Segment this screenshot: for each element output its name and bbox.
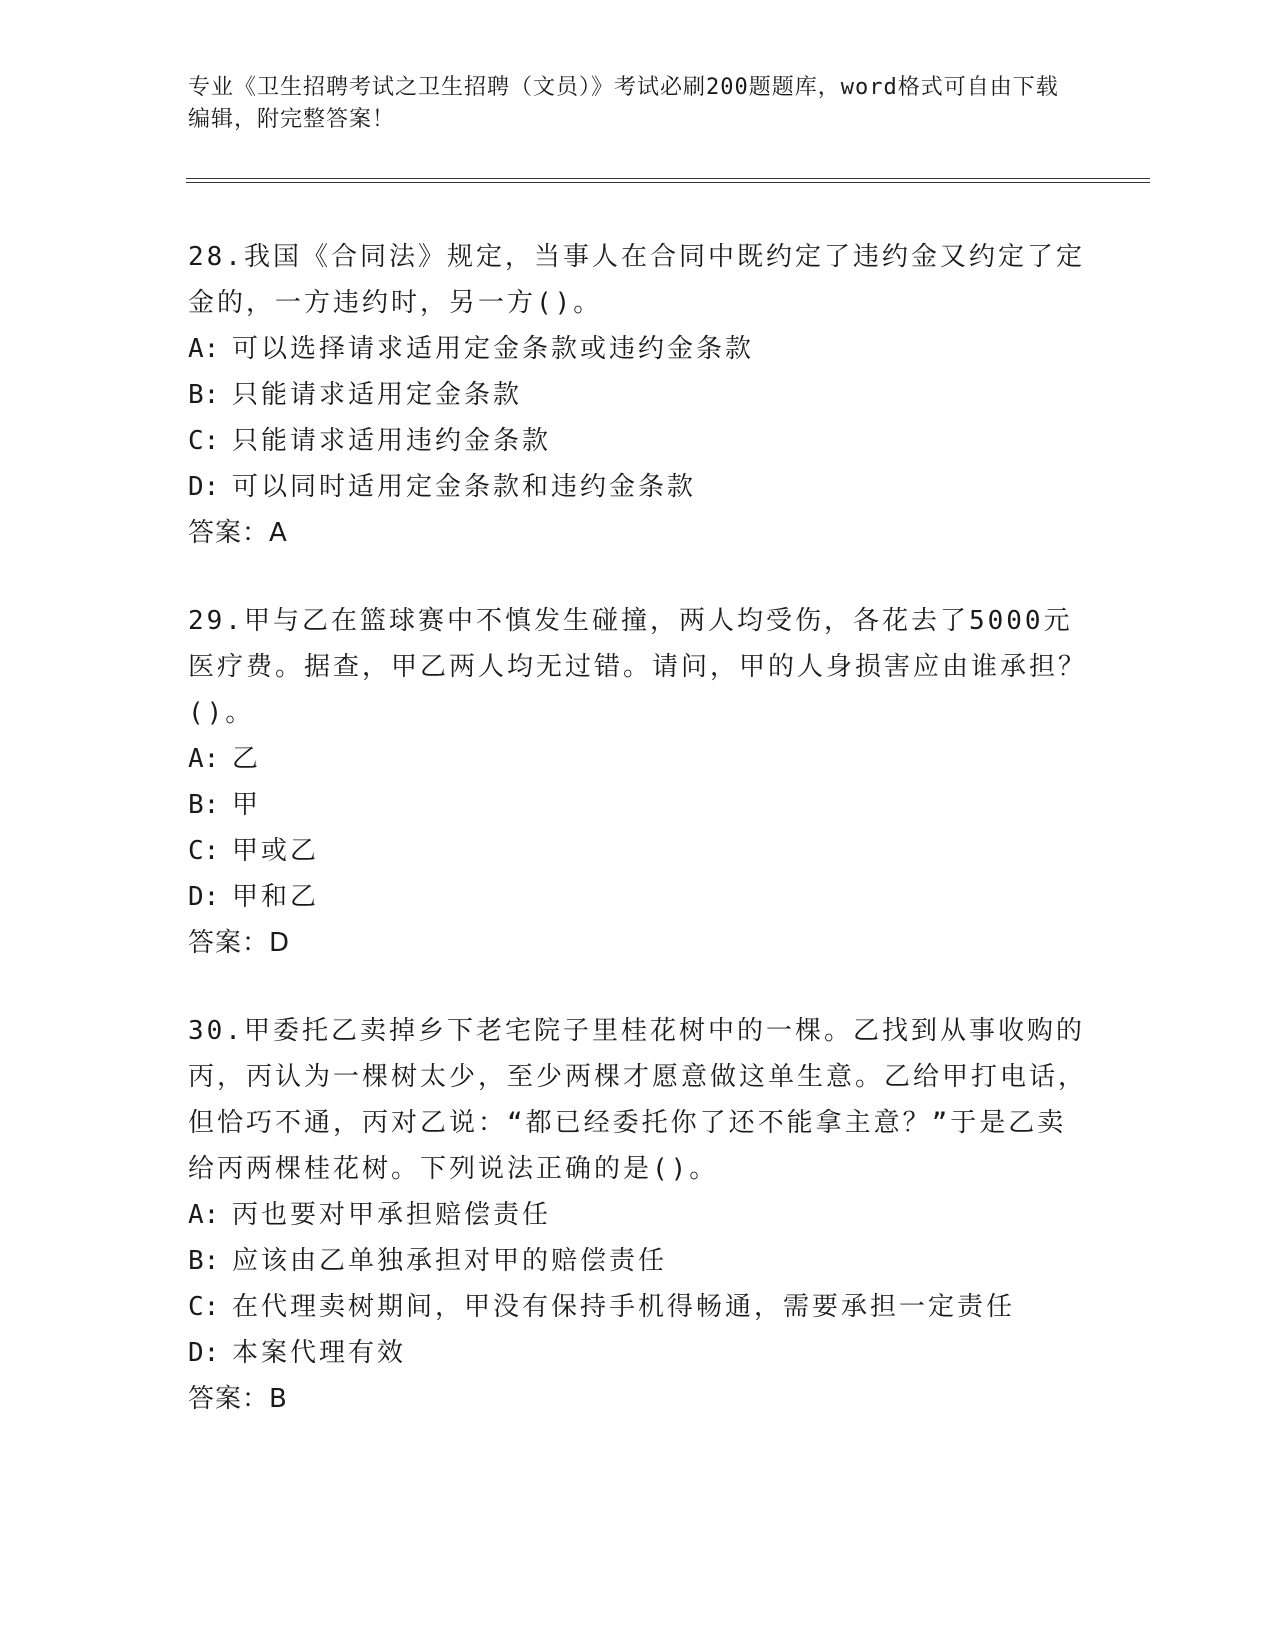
header-divider-top <box>186 178 1150 179</box>
option-key: D: <box>188 882 220 912</box>
option-key: D: <box>188 472 220 502</box>
answer-line: 答案：D <box>188 928 291 958</box>
option-text: 应该由乙单独承担对甲的赔偿责任 <box>232 1246 668 1276</box>
option-key: A: <box>188 744 220 774</box>
option-text: 甲和乙 <box>232 882 320 912</box>
option-key: A: <box>188 334 220 364</box>
option-key: D: <box>188 1338 220 1368</box>
option-c <box>188 1284 1088 1330</box>
question-stem: 30.甲委托乙卖掉乡下老宅院子里桂花树中的一棵。乙找到从事收购的丙，丙认为一棵树太少，至少两棵才愿意做这单生意。乙给甲打电话，但恰巧不通，丙对乙说：“都已经委托你了还不能拿主意？”于是乙卖给丙两棵桂花树。下列说法正确的是()。 <box>188 1016 1088 1184</box>
option-key: A: <box>188 1200 220 1230</box>
option-key: C: <box>188 1292 220 1322</box>
option-text: 乙 <box>232 744 262 774</box>
answer-line: 答案：A <box>188 518 288 548</box>
option-text: 本案代理有效 <box>232 1338 407 1368</box>
option-key: C: <box>188 426 220 456</box>
option-d <box>188 874 1088 920</box>
option-b <box>188 782 1088 828</box>
option-a <box>188 1192 1088 1238</box>
option-c <box>188 828 1088 874</box>
option-text: 丙也要对甲承担赔偿责任 <box>232 1200 552 1230</box>
option-key: C: <box>188 836 220 866</box>
option-b <box>188 372 1088 418</box>
option-text: 甲 <box>232 790 262 820</box>
question-30 <box>188 1008 1088 1422</box>
option-text: 甲或乙 <box>232 836 320 866</box>
option-text: 在代理卖树期间，甲没有保持手机得畅通，需要承担一定责任 <box>232 1292 1016 1322</box>
option-d <box>188 464 1088 510</box>
question-stem: 28.我国《合同法》规定，当事人在合同中既约定了违约金又约定了定金的，一方违约时，另一方()。 <box>188 242 1085 318</box>
option-key: B: <box>188 380 220 410</box>
option-a <box>188 326 1088 372</box>
option-text: 可以选择请求适用定金条款或违约金条款 <box>232 334 755 364</box>
option-key: B: <box>188 1246 220 1276</box>
option-text: 可以同时适用定金条款和违约金条款 <box>232 472 697 502</box>
option-b <box>188 1238 1088 1284</box>
header-divider-bottom <box>186 182 1150 183</box>
option-text: 只能请求适用定金条款 <box>232 380 523 410</box>
question-28 <box>188 234 1088 556</box>
option-key: B: <box>188 790 220 820</box>
option-d <box>188 1330 1088 1376</box>
option-text: 只能请求适用违约金条款 <box>232 426 552 456</box>
question-stem: 29.甲与乙在篮球赛中不慎发生碰撞，两人均受伤，各花去了5000元医疗费。据查，甲乙两人均无过错。请问，甲的人身损害应由谁承担？()。 <box>188 606 1088 728</box>
option-a <box>188 736 1088 782</box>
answer-line: 答案：B <box>188 1384 288 1414</box>
option-c <box>188 418 1088 464</box>
question-29 <box>188 598 1088 966</box>
document-header: 专业《卫生招聘考试之卫生招聘（文员）》考试必刷200题题库，word格式可自由下载编辑，附完整答案！ <box>188 75 1059 132</box>
